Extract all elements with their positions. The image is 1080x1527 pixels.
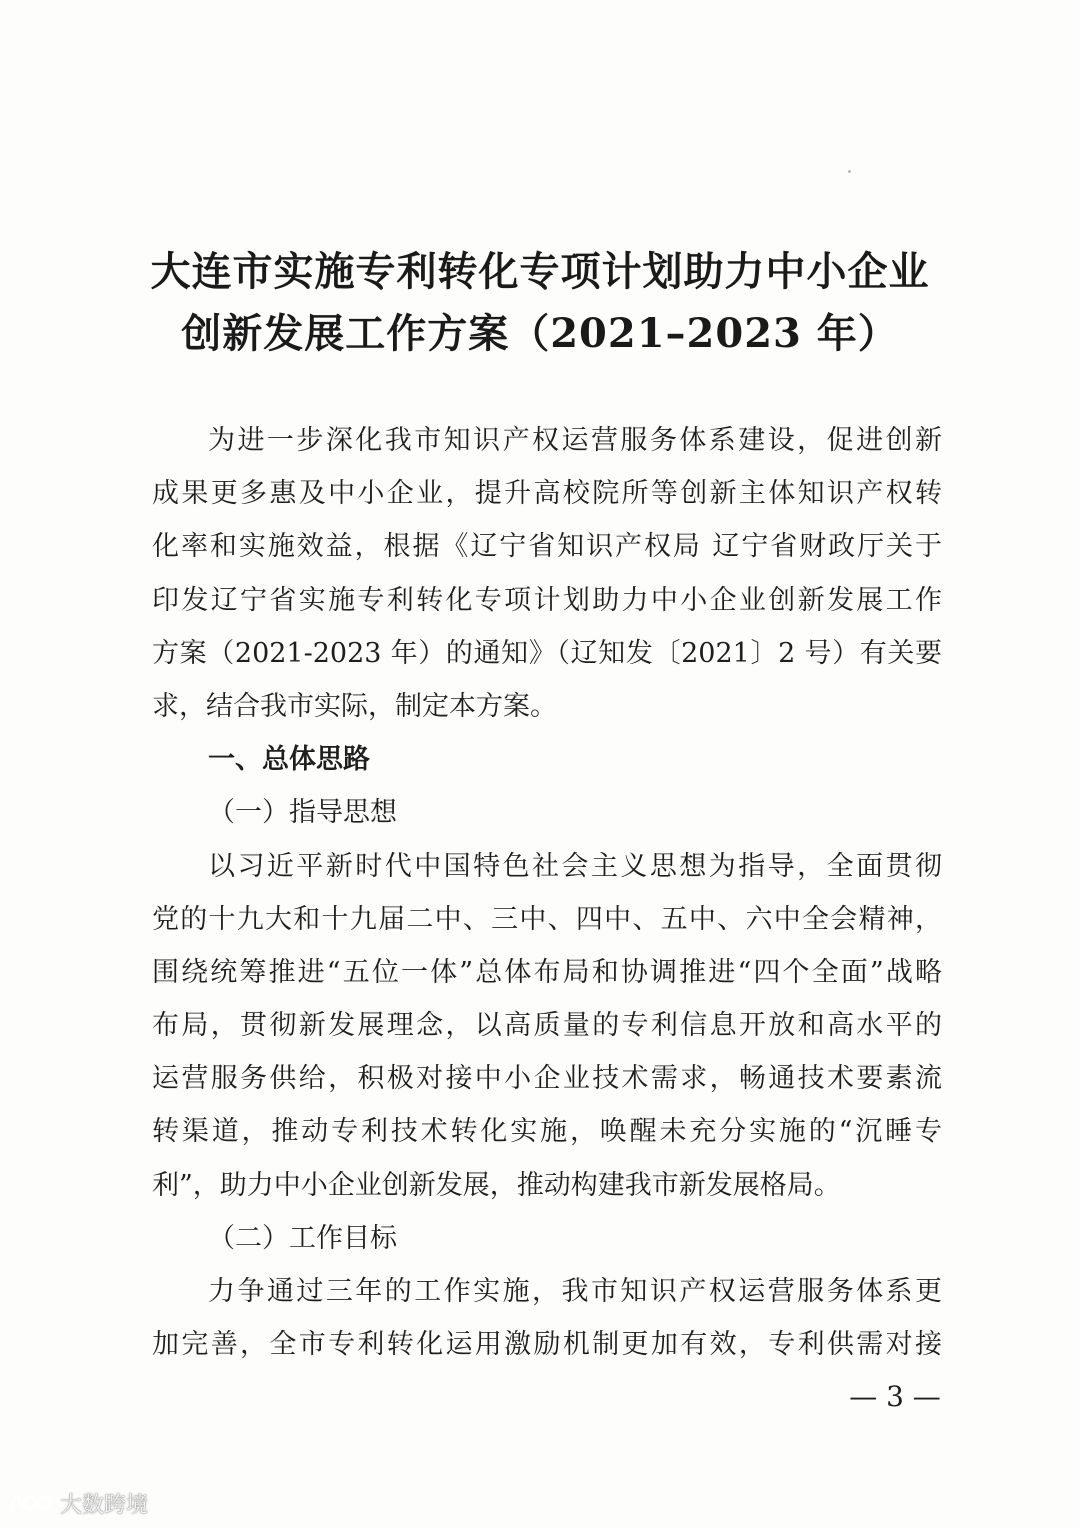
intro-line: 印发辽宁省实施专利转化专项计划助力中小企业创新发展工作 <box>152 584 942 616</box>
watermark <box>8 1488 148 1518</box>
paragraph-line: 以习近平新时代中国特色社会主义思想为指导，全面贯彻 <box>208 850 942 882</box>
document-title-line-1: 大连市实施专利转化专项计划助力中小企业 <box>150 248 930 295</box>
paragraph-line: 布局，贯彻新发展理念，以高质量的专利信息开放和高水平的 <box>152 1010 942 1042</box>
intro-line: 方案（2021-2023 年）的通知》（辽知发〔2021〕2 号）有关要 <box>152 637 942 669</box>
intro-line: 化率和实施效益，根据《辽宁省知识产权局 辽宁省财政厅关于 <box>152 531 942 563</box>
paragraph-line: 党的十九大和十九届二中、三中、四中、五中、六中全会精神， <box>152 903 942 935</box>
intro-line: 求，结合我市实际，制定本方案。 <box>152 690 557 722</box>
paragraph-line: 转渠道，推动专利技术转化实施，唤醒未充分实施的“沉睡专 <box>152 1116 942 1148</box>
paragraph-line: 运营服务供给，积极对接中小企业技术需求，畅通技术要素流 <box>152 1063 942 1095</box>
scan-speck <box>848 170 851 173</box>
subsection-heading: （二）工作目标 <box>208 1222 397 1254</box>
page-number: — 3 — <box>849 1380 941 1413</box>
paragraph-line: 力争通过三年的工作实施，我市知识产权运营服务体系更 <box>208 1276 942 1307</box>
intro-line: 成果更多惠及中小企业，提升高校院所等创新主体知识产权转 <box>152 478 942 510</box>
section-heading: 一、总体思路 <box>208 744 370 776</box>
intro-line: 为进一步深化我市知识产权运营服务体系建设，促进创新 <box>208 425 942 456</box>
document-title-line-2: 创新发展工作方案（2021–2023 年） <box>181 310 899 357</box>
document-body <box>152 414 942 1371</box>
watermark-text: 大数跨境 <box>60 1492 149 1518</box>
subsection-heading: （一）指导思想 <box>208 797 397 829</box>
paragraph-line: 围绕统筹推进“五位一体”总体布局和协调推进“四个全面”战略 <box>152 956 942 988</box>
paragraph-line: 利”，助力中小企业创新发展，推动构建我市新发展格局。 <box>152 1169 841 1201</box>
watermark-logo-icon <box>8 1491 54 1515</box>
paragraph-line: 加完善，全市专利转化运用激励机制更加有效，专利供需对接 <box>152 1329 942 1361</box>
